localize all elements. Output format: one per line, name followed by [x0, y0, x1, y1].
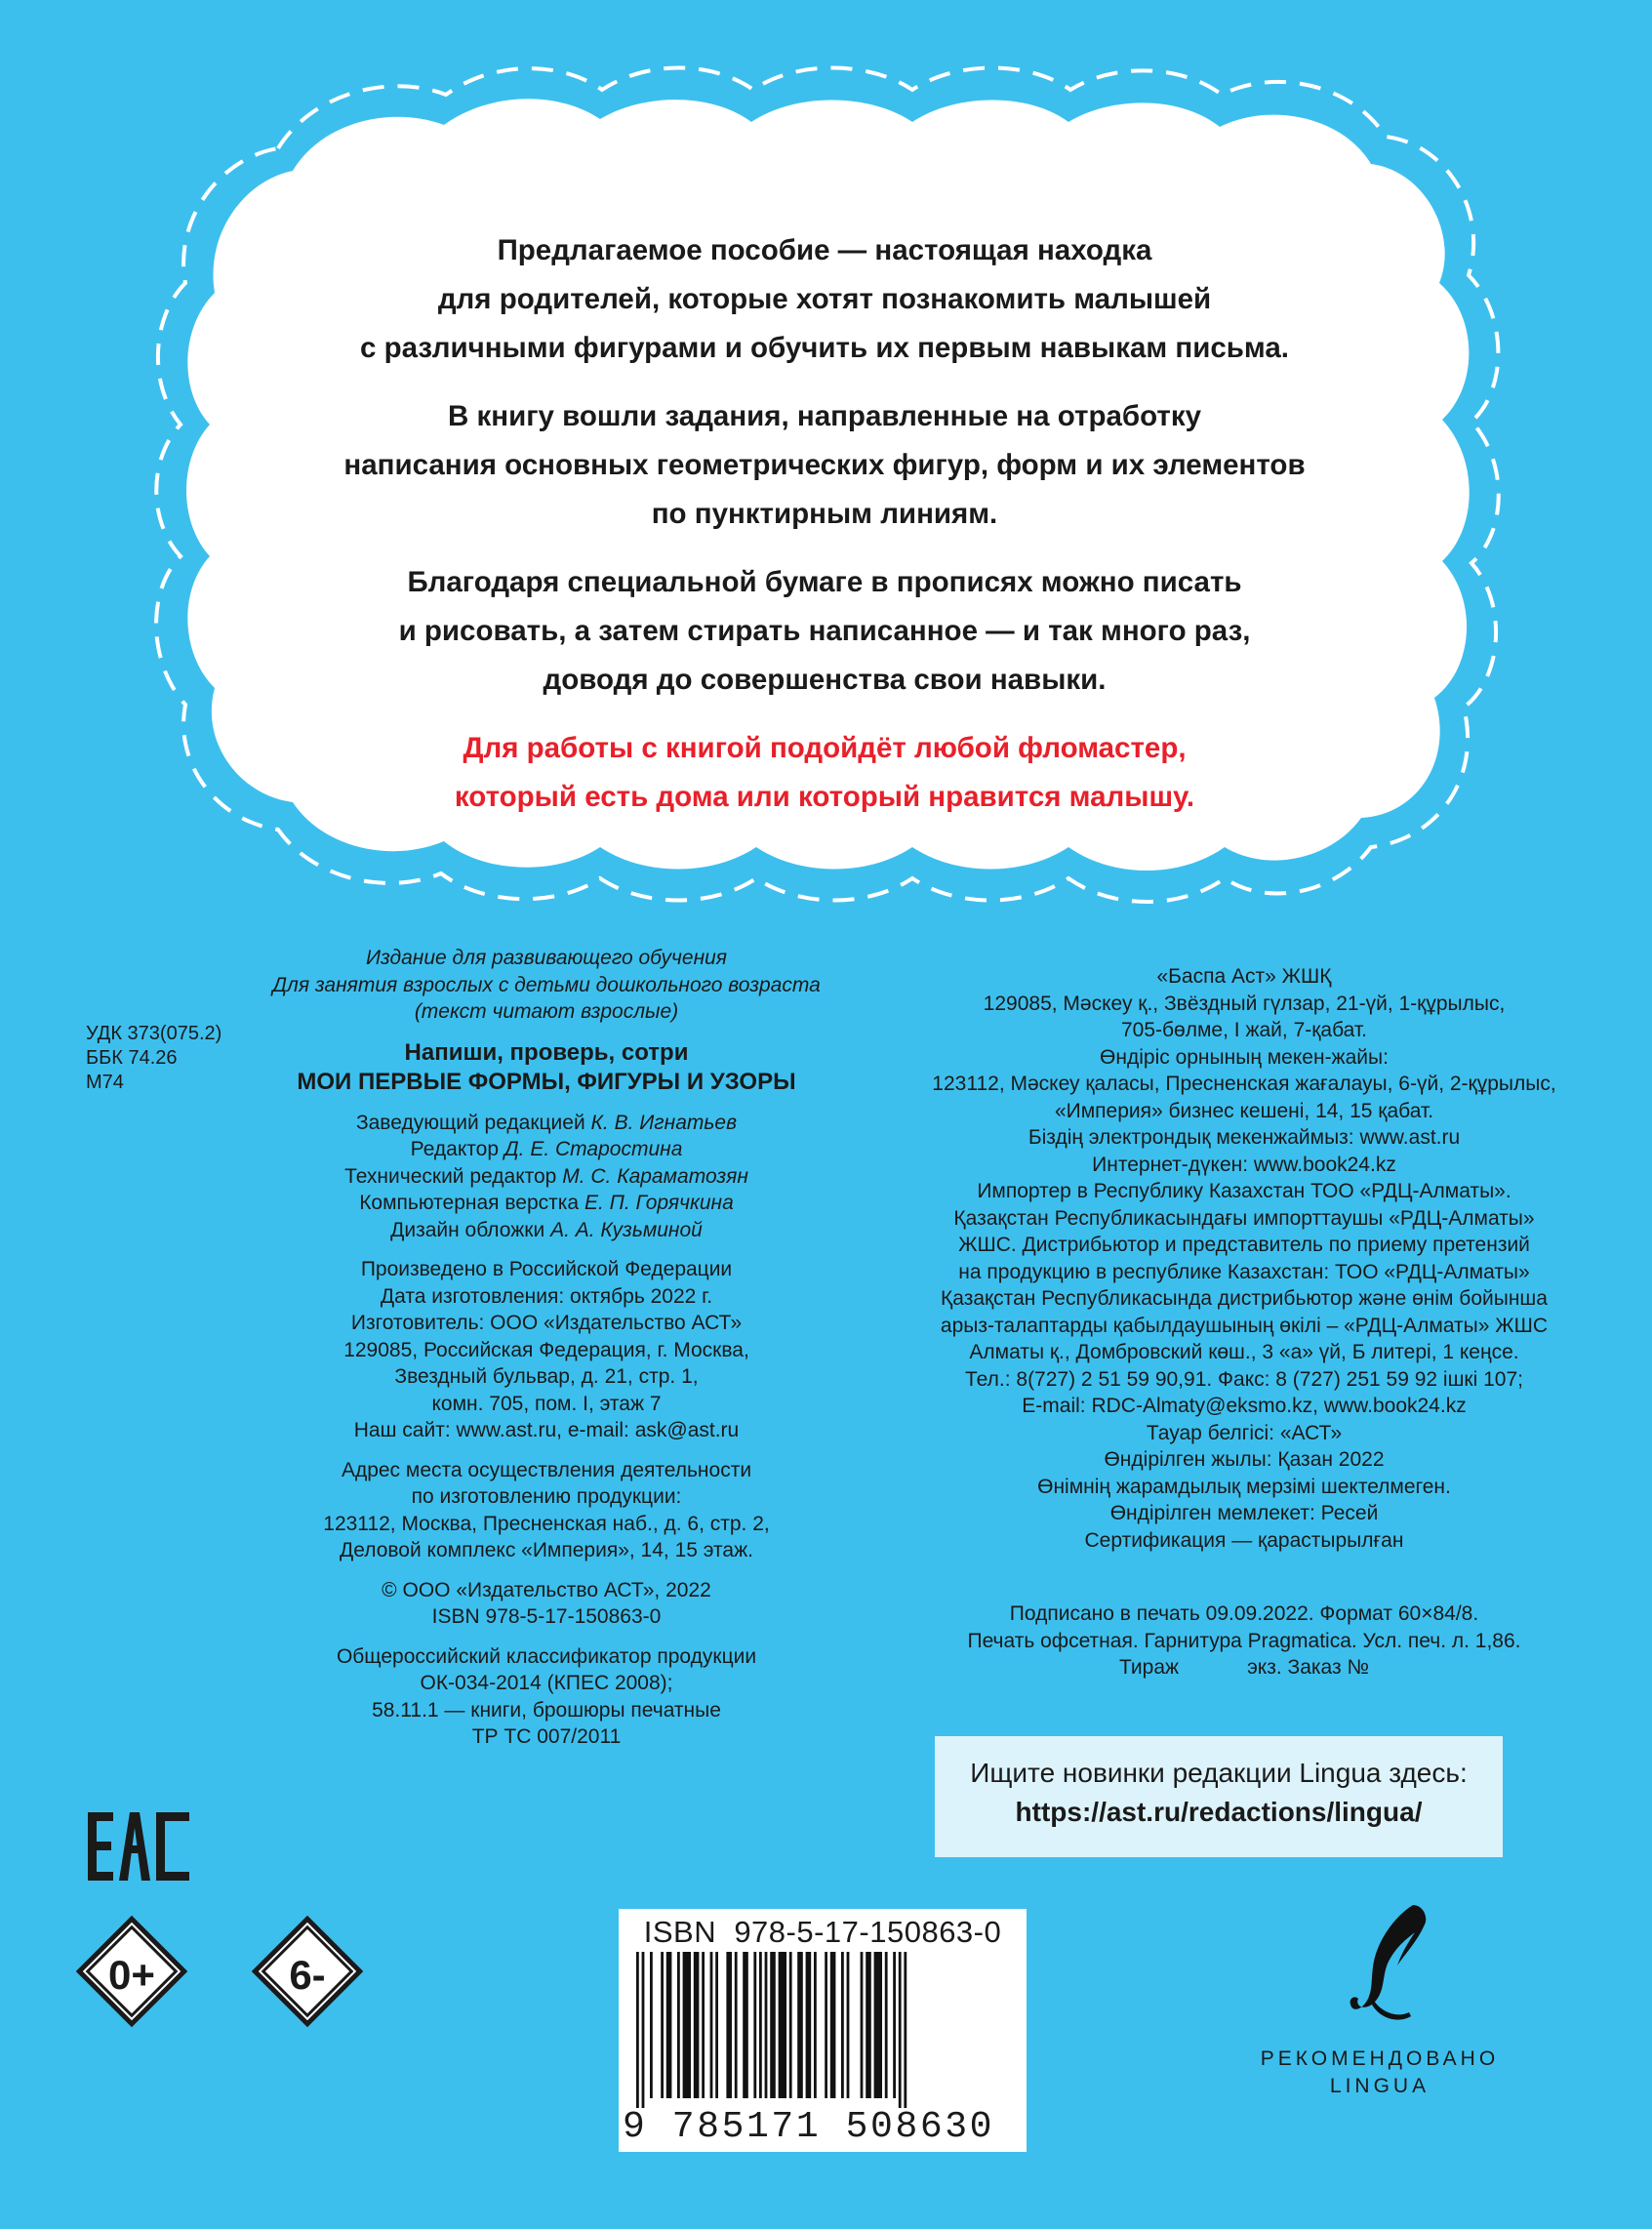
edition-note: Издание для развивающего обучения Для занятия взрослых с детьми дошкольного возраста (текст читают взрослые)	[272, 947, 821, 1023]
print-info: Подписано в печать 09.09.2022. Формат 60×84/8. Печать офсетная. Гарнитура Pragmatica. Усл. печ. л. 1,86. Тираж экз. Заказ №	[967, 1602, 1521, 1679]
lingua-logo: РЕКОМЕНДОВАНО LINGUA	[1260, 2047, 1500, 2097]
staff-row: Редактор Д. Е. Старостина	[410, 1138, 683, 1160]
quill-logo-icon	[1347, 1903, 1439, 2030]
kazakh-imprint: «Баспа Аст» ЖШҚ 129085, Мәскеу қ., Звёздный гүлзар, 21-үй, 1-құрылыс, 705-бөлме, I жай, 7-қабат. Өндіріс орнының мекен-жайы: 123112, Мәскеу қаласы, Пресненская жағалауы, 6-үй, 2-құрылыс, «Империя» бизнес кешені, 14, 15 қабат. Біздің электрондық мекенжаймыз: www.ast.ru Интернет-дүкен: www.book24.kz Импортер в Республику Казахстан ТОО «РДЦ-Алматы». Қазақстан Республикасындағы импорттаушы «РДЦ-Алматы» ЖШС. Дистрибьютор и представитель по приему претензий на продукцию в республике Казахстан: ТОО «РДЦ-Алматы» Қазақстан Республикасында дистрибьютор және өнім бойынша арыз-талаптарды қабылдаушының өкілі – «РДЦ-Алматы» ЖШС Алматы қ., Домбровский көш., 3 «а» үй, Б литері, 1 кеңсе. Тел.: 8(727) 2 51 59 90,91. Факс: 8 (727) 251 59 92 ішкі 107; E-mail: RDC-Almaty@eksmo.kz, www.book24.kz Тауар белгісі: «АСТ» Өндірілген жылы: Қазан 2022 Өнімнің жарамдылық мерзімі шектелмеген. Өндірілген мемлекет: Ресей Сертификация — қарастырылған	[932, 965, 1556, 1552]
age-rating-0plus: 0+	[73, 1913, 190, 2030]
staff-row: Заведующий редакцией К. В. Игнатьев	[355, 1111, 738, 1134]
staff-row: Компьютерная верстка Е. П. Горячкина	[359, 1192, 734, 1214]
barcode-bars	[636, 1952, 1009, 2108]
udk-codes: УДК 373(075.2) ББК 74.26 М74	[86, 1023, 222, 1093]
intro-paragraph-2: В книгу вошли задания, направленные на отработку написания основных геометрических фигур, форм и их элементов по пунктирным линиям.	[343, 400, 1306, 530]
barcode-digits: 9 785171 508630	[623, 2106, 995, 2148]
classifier-block: Общероссийский классификатор продукции ОК-034-2014 (КПЕС 2008); 58.11.1 — книги, брошюры печатные ТР ТС 007/2011	[336, 1644, 757, 1748]
copyright-block: © ООО «Издательство АСТ», 2022 ISBN 978-5-17-150863-0	[382, 1578, 711, 1628]
staff-row: Дизайн обложки А. А. Кузьминой	[390, 1218, 703, 1241]
intro-highlight: Для работы с книгой подойдёт любой фломастер, который есть дома или который нравится малышу.	[454, 732, 1195, 813]
imprint-column	[166, 945, 927, 1751]
intro-text	[244, 226, 1405, 841]
lingua-promo-box	[935, 1736, 1503, 1857]
age-rating-6minus: 6-	[249, 1913, 366, 2030]
production-address: Адрес места осуществления деятельности по изготовлению продукции: 123112, Москва, Пресненская наб., д. 6, стр. 2, Деловой комплекс «Империя», 14, 15 этаж.	[323, 1458, 770, 1561]
staff-row: Технический редактор М. С. Караматозян	[344, 1164, 748, 1188]
intro-paragraph-3: Благодаря специальной бумаге в прописях можно писать и рисовать, а затем стирать написанное — и так много раз, доводя до совершенства свои навыки.	[398, 566, 1251, 696]
isbn-label: ISBN 978-5-17-150863-0	[643, 1915, 1002, 1949]
barcode	[619, 1909, 1027, 2152]
manufacturer-info: Произведено в Российской Федерации Дата изготовления: октябрь 2022 г. Изготовитель: ООО «Издательство АСТ» 129085, Российская Федерация, г. Москва, Звездный бульвар, д. 21, стр. 1, комн. 705, пом. I, этаж 7 Наш сайт: www.ast.ru, e-mail: ask@ast.ru	[343, 1258, 749, 1441]
staff-list	[166, 1110, 927, 1244]
series-name: Напиши, проверь, сотри	[404, 1038, 689, 1066]
lingua-promo-text: Ищите новинки редакции Lingua здесь:	[970, 1758, 1468, 1788]
eac-mark-icon	[86, 1810, 193, 1883]
lingua-link[interactable]: https://ast.ru/redactions/lingua/	[1015, 1797, 1423, 1827]
intro-paragraph-1: Предлагаемое пособие — настоящая находка для родителей, которые хотят познакомить малышей с различными фигурами и обучить их первым навыкам письма.	[360, 234, 1289, 364]
book-title: МОИ ПЕРВЫЕ ФОРМЫ, ФИГУРЫ И УЗОРЫ	[297, 1068, 796, 1095]
